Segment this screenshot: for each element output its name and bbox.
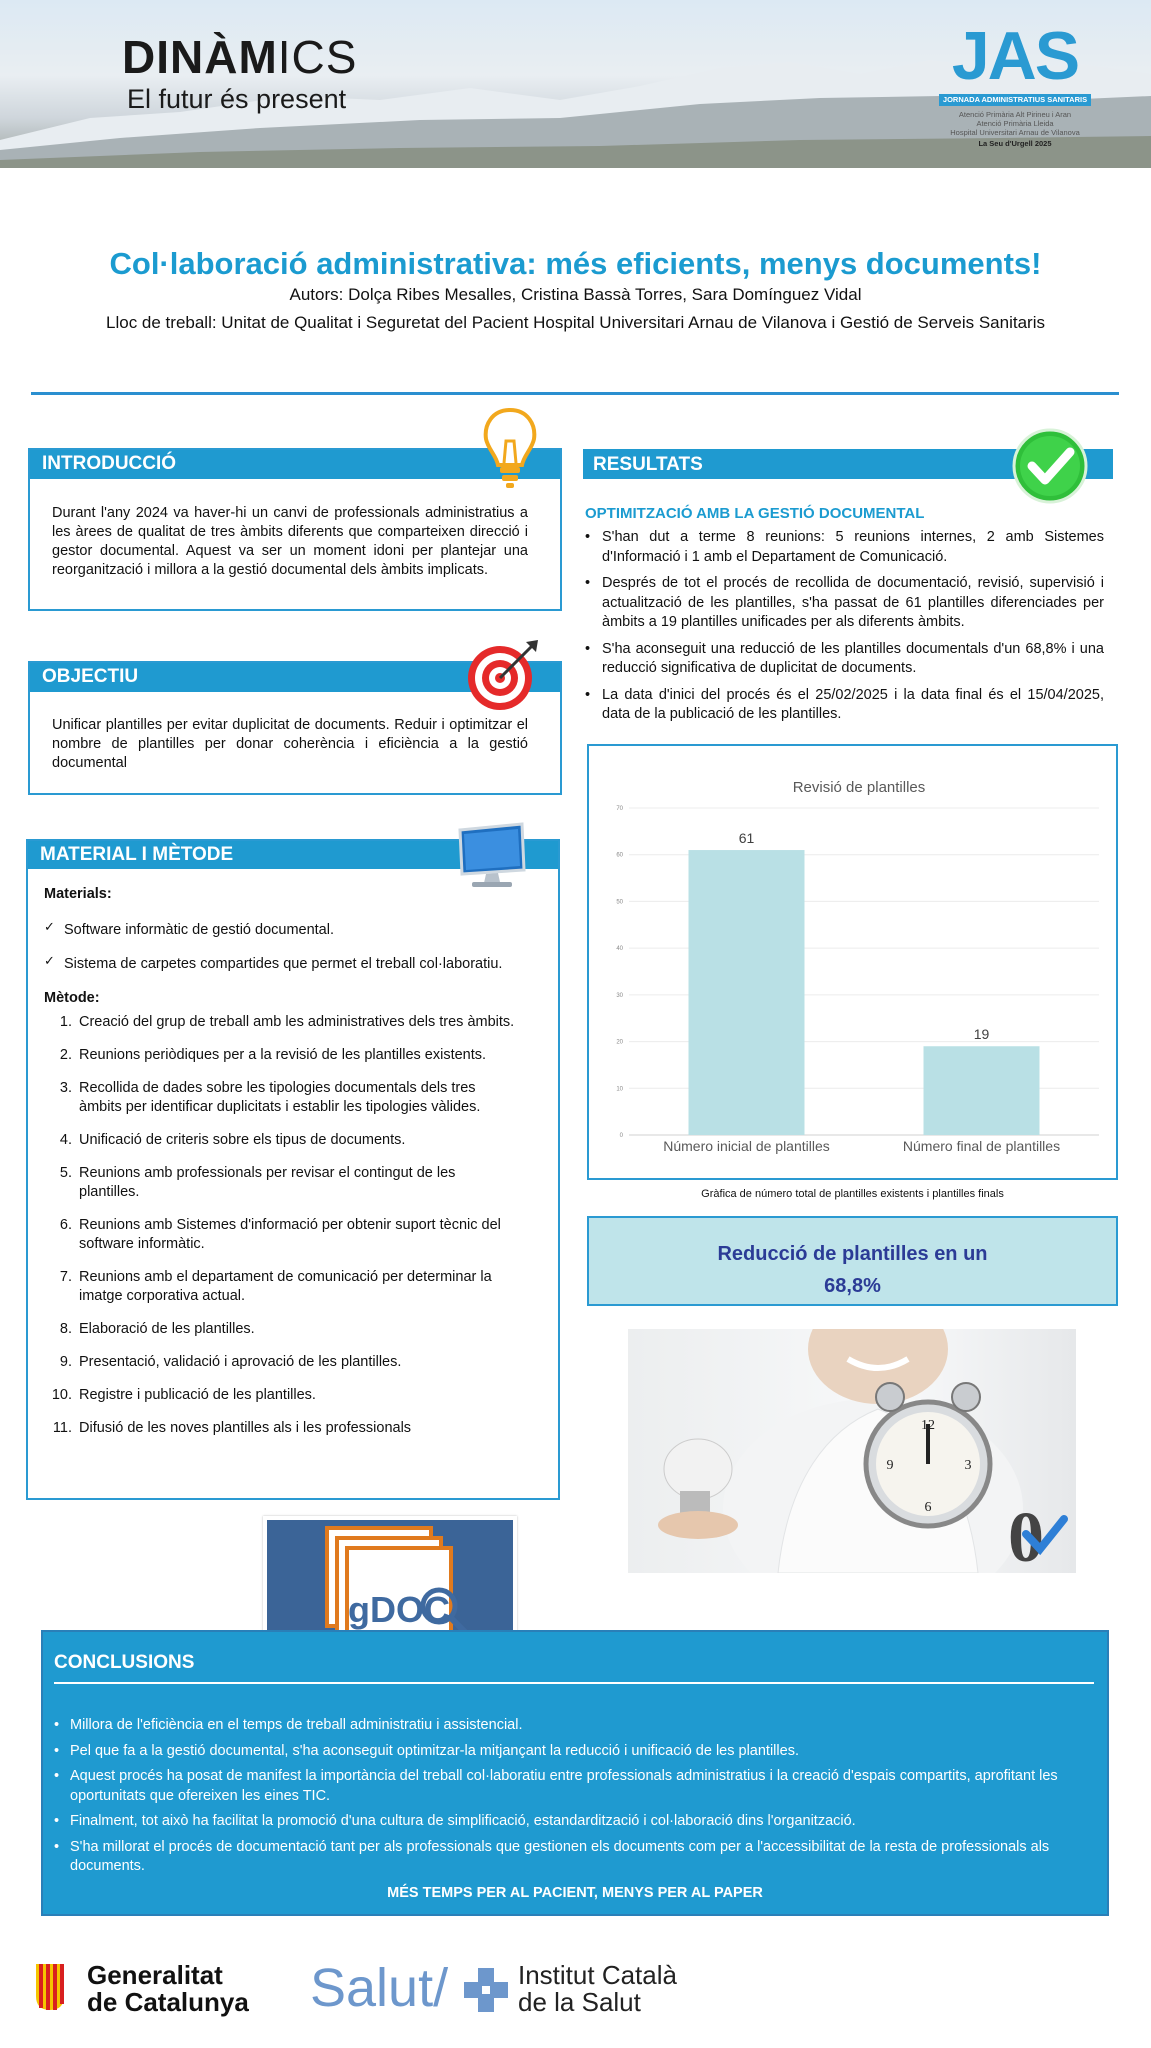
conclusion-item: • Millora de l'eficiència en el temps de treball administratiu i assistencial. — [54, 1716, 1094, 1736]
conclusions-motto: MÉS TEMPS PER AL PACIENT, MENYS PER AL PAPER — [387, 1885, 763, 1901]
results-item: • S'ha aconseguit una reducció de les plantilles documentals d'un 68,8% i una reducció significativa de duplicitat de documents. — [583, 640, 1104, 679]
method-label: Mètode: — [44, 990, 100, 1006]
brand-title: DINÀMICS — [122, 31, 358, 83]
svg-text:gDOC: gDOC — [348, 1589, 450, 1630]
conclusions-section — [41, 1630, 1109, 1916]
svg-text:12: 12 — [921, 1418, 935, 1433]
svg-text:6: 6 — [924, 1500, 932, 1515]
generalitat-logo-text: Generalitat de Catalunya — [87, 1960, 249, 2017]
method-step: 7. Reunions amb el departament de comunicació per determinar la imatge corporativa actual. — [59, 1269, 492, 1304]
method-heading: MATERIAL I MÈTODE — [28, 841, 558, 869]
method-step: 6. Reunions amb Sistemes d'informació per obtenir suport tècnic del software informàtic. — [59, 1217, 501, 1252]
chart-frame — [587, 744, 1118, 1180]
category-label: Número final de plantilles — [902, 1138, 1061, 1154]
bar-value-label: 61 — [738, 830, 755, 847]
svg-text:3: 3 — [964, 1458, 972, 1473]
y-tick-label: 30 — [616, 992, 623, 999]
category-label: Número inicial de plantilles — [663, 1138, 830, 1154]
y-tick-label: 20 — [616, 1039, 623, 1046]
chart-caption: Gràfica de número total de plantilles existents i plantilles finals — [701, 1188, 1004, 1200]
method-step: 3. Recollida de dades sobre les tipologies documentals dels tres àmbits per identificar duplicitats i establir les tipologies vàlides. — [59, 1080, 481, 1115]
results-item: • Després de tot el procés de recollida de documentació, revisió, supervisió i actualització de les plantilles, s'ha passat de 61 plantilles diferenciades per àmbits a 19 plantilles unificades per als diferents àmbits. — [583, 574, 1104, 633]
method-section: MATERIAL I MÈTODE Materials: ✓ Software informàtic de gestió documental. ✓ Sistema de carpetes compartides que permet el treball col·laboratiu. Mètode: 1. Creació del grup de treball amb les administratives dels tres àmbits. 2. Reunions periòdiques per a la revisió de les plantilles existents. 3. Recollida de dades sobre les tipologies documentals dels tres àmbits per identificar duplicitats i establir les tipologies vàlides. 4. Unificació de criteris sobre els tipus de documents. 5. Reunions amb professionals per revisar el contingut de les plantilles. 6. Reunions amb Sistemes d'informació per obtenir suport tècnic del software informàtic. 7. Reunions amb el departament de comunicació per determinar la imatge corporativa actual. 8. Elaboració de les plantilles. 9. Presentació, validació i aprovació de les plantilles. 10. Registre i publicació de les plantilles. 11. Difusió de les noves plantilles als i les professionals — [26, 839, 560, 1500]
bar — [924, 1046, 1040, 1135]
jas-logo: JAS JORNADA ADMINISTRATIUS SANITARIS Atenció Primària Alt Pirineu i Aran Atenció Primària Lleida Hospital Universitari Arnau de Vilanova La Seu d'Urgell 2025 — [935, 18, 1095, 154]
results-list — [583, 528, 1104, 732]
clock-lightbulb-photo — [628, 1329, 1076, 1573]
bar-value-label: 19 — [973, 1026, 990, 1043]
salut-logo: Salut/ — [310, 1958, 449, 2018]
computer-monitor-icon — [450, 822, 530, 892]
method-step: 8. Elaboració de les plantilles. — [59, 1321, 255, 1337]
ics-logo-text: Institut Català de la Salut — [518, 1960, 677, 2017]
y-tick-label: 70 — [616, 806, 623, 812]
conclusions-list — [54, 1716, 1094, 1883]
brand-subtitle: El futur és present — [127, 84, 347, 114]
title-divider — [31, 392, 1119, 395]
method-step: 1. Creació del grup de treball amb les administratives dels tres àmbits. — [59, 1014, 515, 1030]
y-tick-label: 40 — [616, 946, 623, 953]
conclusions-divider — [54, 1682, 1094, 1684]
results-heading: RESULTATS — [583, 449, 1113, 479]
y-tick-label: 60 — [616, 852, 623, 859]
authors: Autors: Dolça Ribes Mesalles, Cristina Bassà Torres, Sara Domínguez Vidal — [289, 285, 862, 304]
target-icon — [466, 638, 542, 714]
conclusion-item: • Pel que fa a la gestió documental, s'ha aconseguit optimitzar-la mitjançant la reducció i unificació de les plantilles. — [54, 1742, 1094, 1762]
y-tick-label: 0 — [619, 1133, 623, 1139]
results-item: • La data d'inici del procés és el 25/02/2025 i la data final és el 15/04/2025, data de la publicació de les plantilles. — [583, 686, 1104, 725]
chart-title: Revisió de plantilles — [792, 779, 926, 796]
workplace: Lloc de treball: Unitat de Qualitat i Seguretat del Pacient Hospital Universitari Arnau de Vilanova i Gestió de Serveis Sanitaris — [106, 313, 1045, 332]
results-subheading: OPTIMITZACIÓ AMB LA GESTIÓ DOCUMENTAL — [585, 505, 925, 522]
intro-heading: INTRODUCCIÓ — [30, 450, 560, 479]
objective-text: Unificar plantilles per evitar duplicitat de documents. Reduir i optimitzar el nombre de plantilles per donar coherència i eficiència a la gestió documental — [52, 717, 528, 771]
reduction-value: 68,8% — [824, 1275, 881, 1297]
method-step: 9. Presentació, validació i aprovació de les plantilles. — [59, 1354, 402, 1370]
poster-title: Col·laboració administrativa: més eficients, menys documents! — [109, 246, 1042, 281]
method-step: 2. Reunions periòdiques per a la revisió de les plantilles existents. — [59, 1047, 487, 1063]
reduction-text: Reducció de plantilles en un — [717, 1243, 988, 1265]
objective-heading: OBJECTIU — [30, 663, 560, 692]
svg-text:9: 9 — [886, 1458, 894, 1473]
method-step: 11. Difusió de les noves plantilles als i les professionals — [52, 1420, 412, 1436]
ics-cross-icon — [462, 1966, 510, 2014]
conclusion-item: • Finalment, tot això ha facilitat la promoció d'una cultura de simplificació, estandardització i col·laboració dins l'organització. — [54, 1812, 1094, 1832]
generalitat-flag-icon — [34, 1962, 66, 2012]
intro-text: Durant l'any 2024 va haver-hi un canvi de professionals administratius a les àrees de qualitat de tres àmbits diferents que comparteixen direcció i gestor documental. Aquest va ser un moment idoni per plantejar una reorganització i millora a la gestió documental dels àmbits implicats. — [52, 505, 528, 578]
method-step: 10. Registre i publicació de les plantilles. — [51, 1387, 316, 1403]
method-step: 5. Reunions amb professionals per revisar el contingut de les plantilles. — [59, 1165, 456, 1200]
checkmark-icon — [1012, 428, 1088, 504]
conclusion-item: • Aquest procés ha posat de manifest la importància del treball col·laboratiu entre professionals administratius i la creació d'espais compartits, aprofitant les oportunitats que ofereixen les eines TIC. — [54, 1767, 1094, 1806]
method-steps — [42, 1013, 542, 1438]
materials-label: Materials: — [44, 886, 112, 902]
y-tick-label: 10 — [616, 1086, 623, 1093]
bar-chart — [589, 746, 1116, 1178]
conclusion-item: • S'ha millorat el procés de documentació tant per als professionals que gestionen els documents com per a l'accessibilitat de la resta de professionals als documents. — [54, 1838, 1094, 1877]
checkmark-icon: ✓ — [44, 953, 55, 968]
svg-text:0: 0 — [1008, 1497, 1044, 1573]
bar — [689, 850, 805, 1135]
photo-illustration — [628, 1329, 1076, 1573]
lightbulb-icon — [480, 405, 540, 491]
conclusions-heading: CONCLUSIONS — [54, 1652, 195, 1673]
results-item: • S'han dut a terme 8 reunions: 5 reunions internes, 2 amb Sistemes d'Informació i 1 amb el Departament de Comunicació. — [583, 528, 1104, 567]
reduction-callout — [587, 1216, 1118, 1306]
method-step: 4. Unificació de criteris sobre els tipus de documents. — [59, 1132, 406, 1148]
header-banner — [0, 0, 1151, 168]
checkmark-icon: ✓ — [44, 919, 55, 934]
y-tick-label: 50 — [616, 899, 623, 906]
